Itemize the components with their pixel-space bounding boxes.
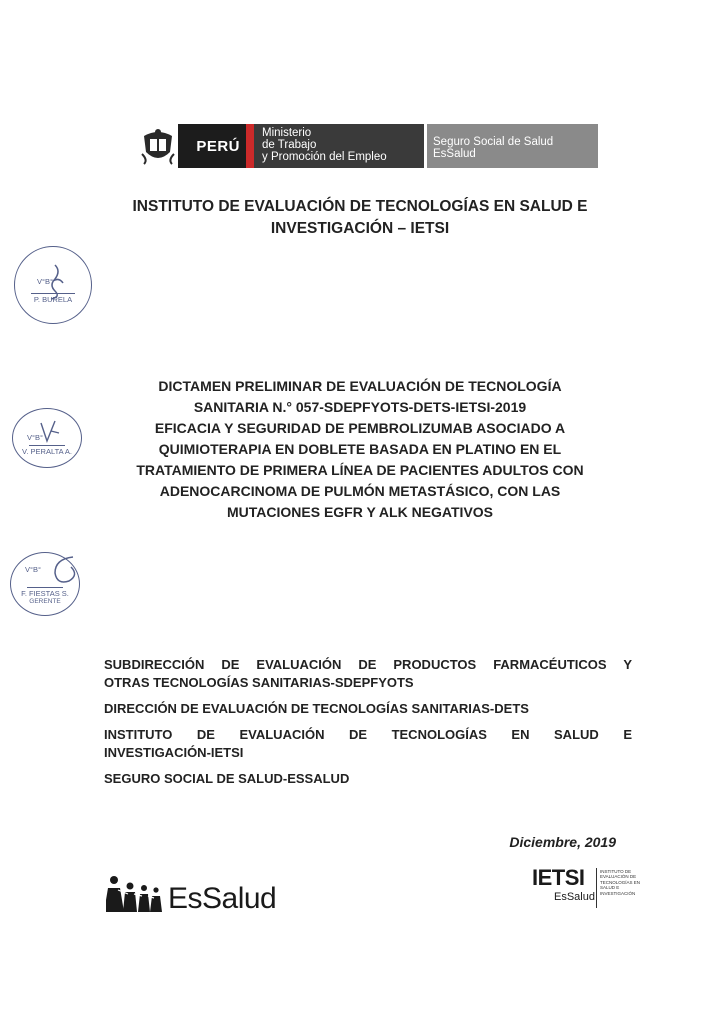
office-sdepfyots: SUBDIRECCIÓN DE EVALUACIÓN DE PRODUCTOS FARMACÉUTICOS Y OTRAS TECNOLOGÍAS SANITARIAS-SDEPFYOTS bbox=[104, 657, 632, 690]
institution-label: Seguro Social de Salud EsSalud bbox=[427, 124, 598, 168]
office-dets: DIRECCIÓN DE EVALUACIÓN DE TECNOLOGÍAS SANITARIAS-DETS bbox=[104, 701, 529, 716]
flag-stripe bbox=[246, 124, 254, 168]
dictamen-title: DICTAMEN PRELIMINAR DE EVALUACIÓN DE TECNOLOGÍA SANITARIA N.° 057-SDEPFYOTS-DETS-IETSI-2019 EFICACIA Y SEGURIDAD DE PEMBROLIZUMAB ASOCIADO A QUIMIOTERAPIA EN DOBLETE BASADA EN PLATINO EN EL TRATAMIENTO DE PRIMERA LÍNEA DE PACIENTES ADULTOS CON ADENOCARCINOMA DE PULMÓN METASTÁSICO, CON LAS MUTACIONES EGFR Y ALK NEGATIVOS bbox=[136, 378, 584, 520]
family-icon bbox=[106, 874, 164, 914]
ietsi-subwordmark: EsSalud bbox=[554, 891, 595, 903]
office-ietsi: INSTITUTO DE EVALUACIÓN DE TECNOLOGÍAS EN SALUD E INVESTIGACIÓN-IETSI bbox=[104, 727, 632, 760]
essalud-logo bbox=[106, 872, 296, 914]
approval-stamp: V°B° F. FIESTAS S. GERENTE bbox=[10, 552, 80, 616]
stamp-name: F. FIESTAS S. bbox=[21, 589, 69, 598]
stamp-role: GERENTE bbox=[29, 598, 61, 605]
ietsi-logo bbox=[532, 866, 642, 914]
signature-icon bbox=[41, 261, 71, 301]
header-banner bbox=[138, 124, 598, 168]
stamp-name: V. PERALTA A. bbox=[22, 447, 72, 456]
stamp-name: P. BURELA bbox=[33, 295, 73, 304]
country-label: PERÚ bbox=[178, 124, 246, 168]
ministry-label: Ministerio de Trabajo y Promoción del Empleo bbox=[254, 124, 424, 168]
ietsi-description: INSTITUTO DE EVALUACIÓN DE TECNOLOGÍAS EN SALUD E INVESTIGACIÓN bbox=[600, 869, 641, 896]
offices-list bbox=[104, 656, 632, 796]
coat-of-arms-icon bbox=[138, 124, 178, 168]
institute-title: INSTITUTO DE EVALUACIÓN DE TECNOLOGÍAS EN SALUD E INVESTIGACIÓN – IETSI bbox=[132, 198, 588, 237]
office-essalud: SEGURO SOCIAL DE SALUD-ESSALUD bbox=[104, 771, 350, 786]
approval-stamp: V°B° P. BURELA bbox=[14, 246, 92, 324]
document-date: Diciembre, 2019 bbox=[509, 834, 616, 850]
essalud-wordmark: EsSalud bbox=[168, 882, 277, 915]
ietsi-wordmark: IETSI bbox=[532, 865, 585, 890]
signature-icon bbox=[45, 553, 81, 589]
approval-stamp: V°B° V. PERALTA A. bbox=[12, 408, 82, 468]
signature-icon bbox=[37, 417, 63, 445]
